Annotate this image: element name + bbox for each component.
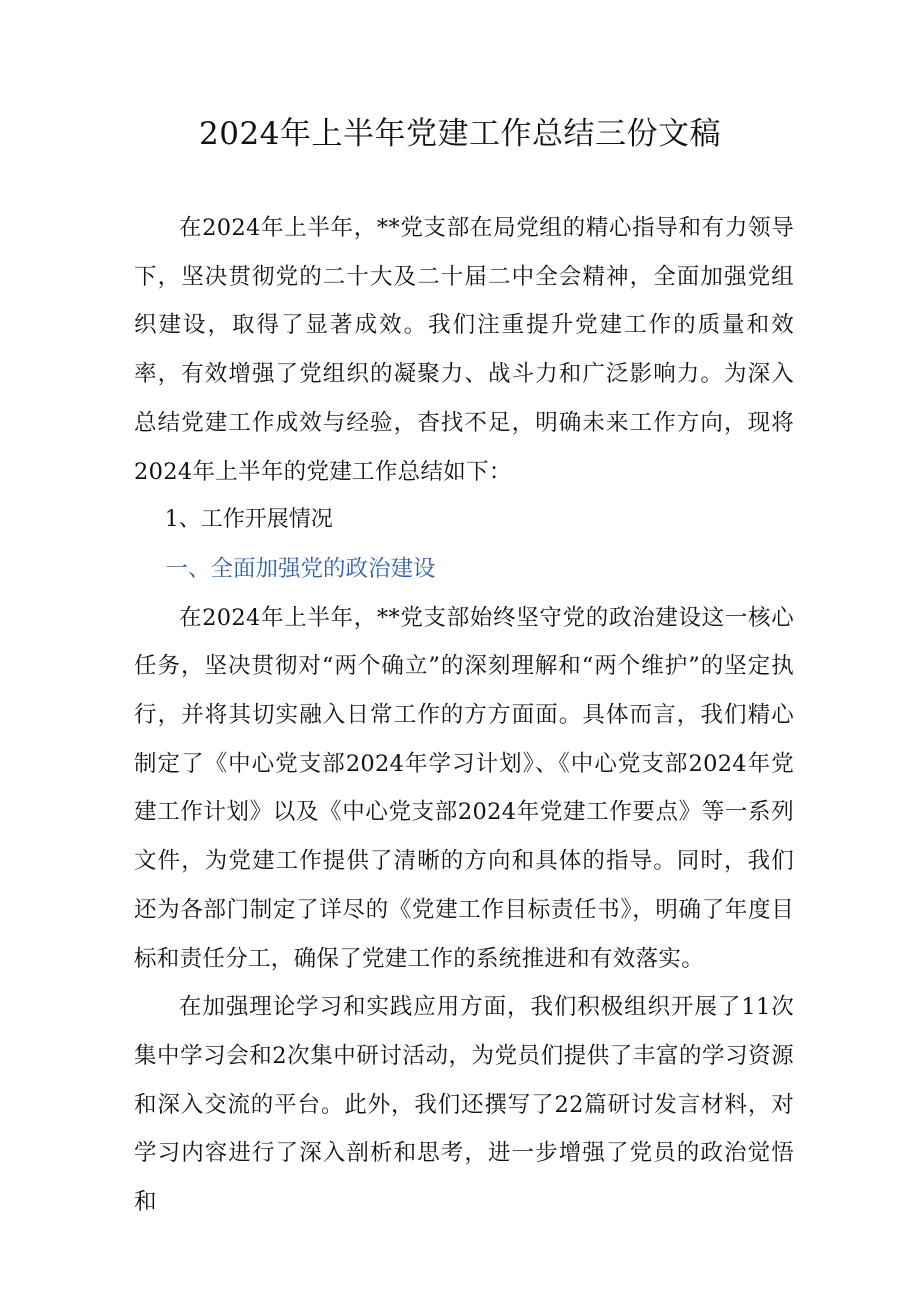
theory-study-paragraph: 在加强理论学习和实践应用方面，我们积极组织开展了11次集中学习会和2次集中研讨活动，为党员们提供了丰富的学习资源和深入交流的平台。此外，我们还撰写了22篇研讨发言材料，对学习内容进行了深入剖析和思考，进一步增强了党员的政治觉悟和 [134,994,794,1216]
intro-paragraph: 在2024年上半年，**党支部在局党组的精心指导和有力领导下，坚决贯彻党的二十大及二十届二中全会精神，全面加强党组织建设，取得了显著成效。我们注重提升党建工作的质量和效率，有效增强了党组织的凝聚力、战斗力和广泛影响力。为深入总结党建工作成效与经验，杳找不足，明确未来工作方向，现将2024年上半年的党建工作总结如下： [134,215,794,485]
political-building-paragraph: 在2024年上半年，**党支部始终坚守党的政治建设这一核心任务，坚决贯彻对“两个确立”的深刻理解和“两个维护”的坚定执行，并将其切实融入日常工作的方方面面。具体而言，我们精心制定了《中心党支部2024年学习计划》、《中心党支部2024年党建工作计划》以及《中心党支部2024年党建工作要点》等一系列文件，为党建工作提供了清晰的方向和具体的指导。同时，我们还为各部门制定了详尽的《党建工作目标责任书》，明确了年度目标和责任分工，确保了党建工作的系统推进和有效落实。 [134,604,794,972]
subheading-political-building: 一、全面加强党的政治建设 [165,555,436,582]
document-body [134,204,794,1227]
section-heading-work-status: 1、工作开展情况 [164,507,333,533]
document-title: 2024年上半年党建工作总结三份文稿 [199,116,721,152]
